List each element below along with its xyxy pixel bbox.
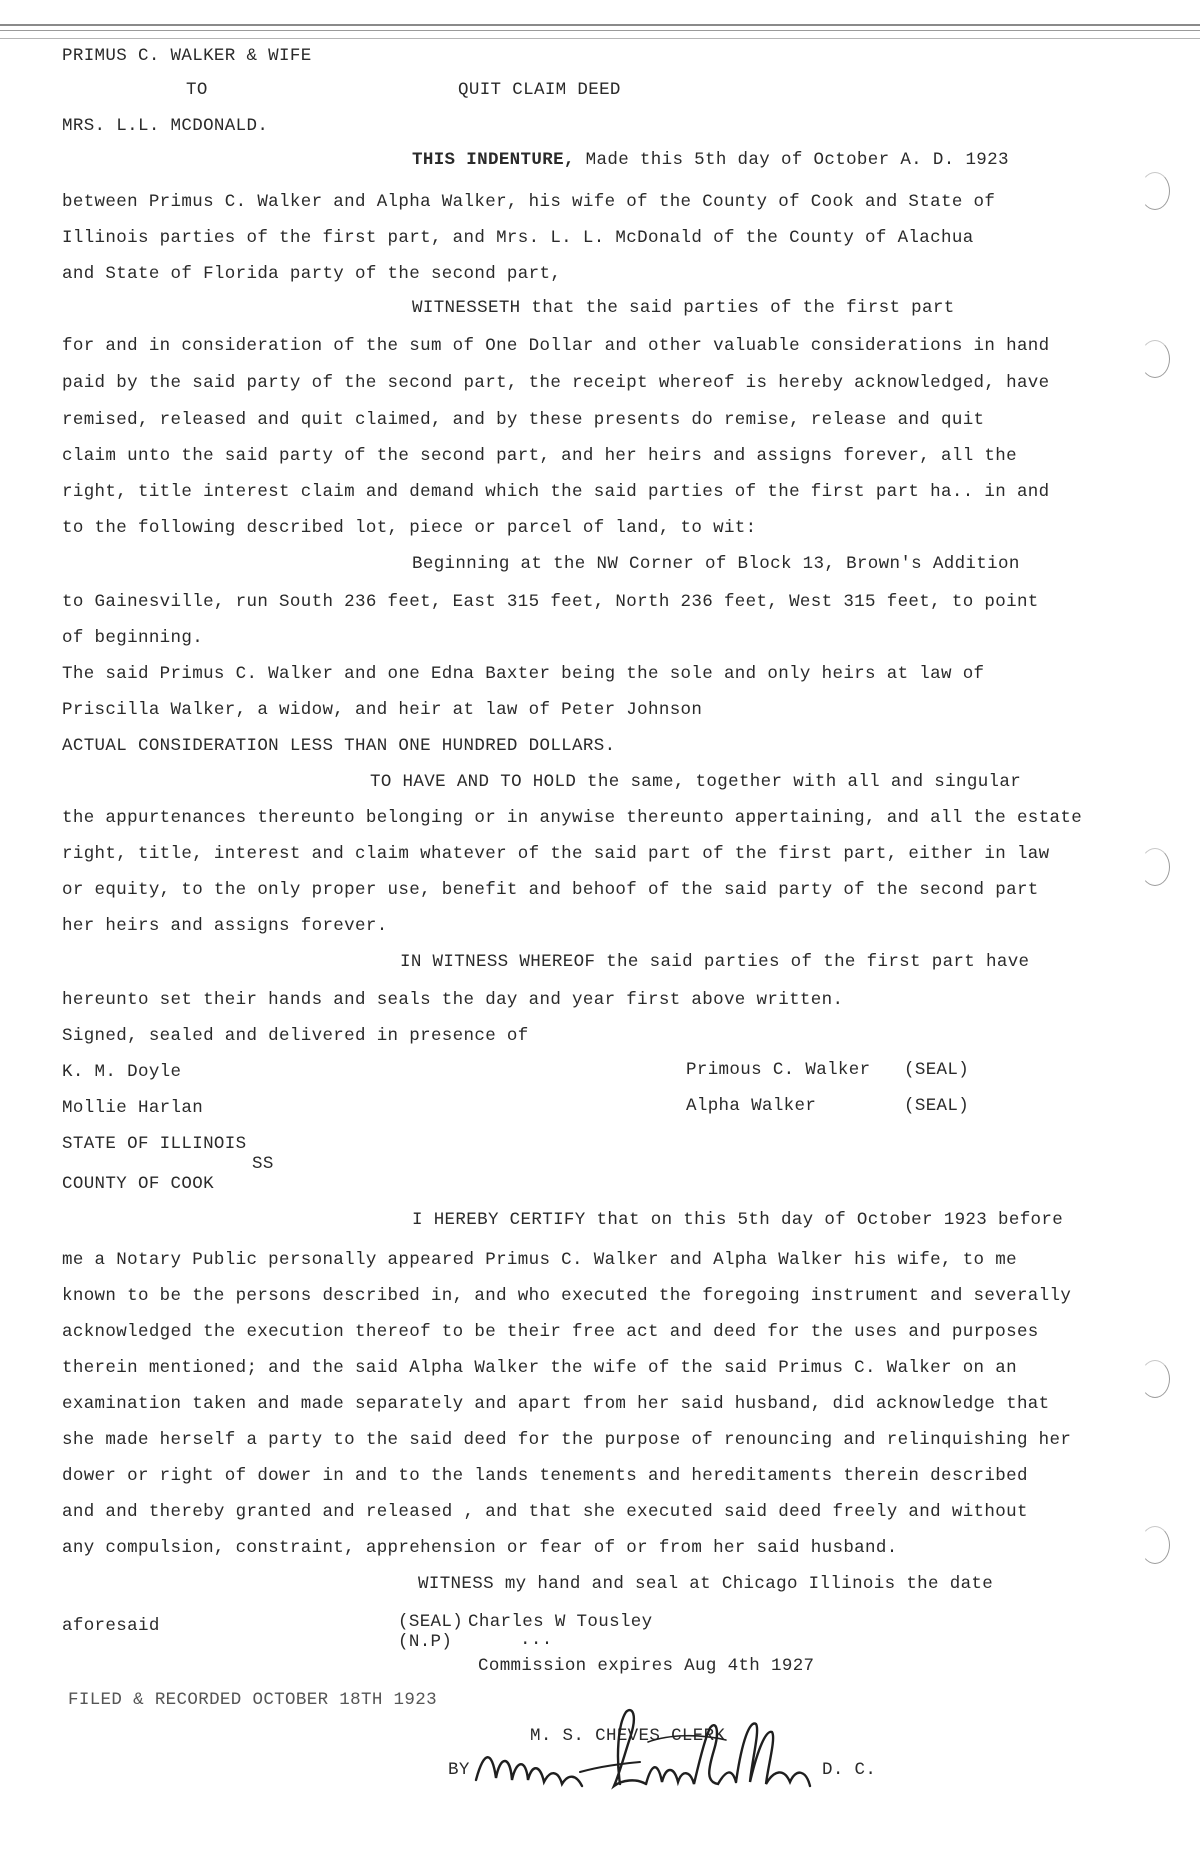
document-title: QUIT CLAIM DEED (458, 80, 621, 100)
seal-label: (SEAL) (904, 1096, 970, 1116)
property-description: Beginning at the NW Corner of Block 13, Brown's Addition (412, 554, 1020, 574)
body-line: IN WITNESS WHEREOF the said parties of the first part have (400, 952, 1030, 972)
property-description: of beginning. (62, 628, 204, 648)
body-line: Signed, sealed and delivered in presence of (62, 1026, 529, 1046)
body-line: The said Primus C. Walker and one Edna Baxter being the sole and only heirs at law of (62, 664, 985, 684)
notary-np-label: (N.P) (398, 1632, 453, 1652)
body-line: WITNESSETH that the said parties of the first part (412, 298, 955, 318)
signer-name: Alpha Walker (686, 1096, 817, 1116)
punch-hole-icon (1140, 1360, 1170, 1398)
to-label: TO (186, 80, 208, 100)
consideration-line: ACTUAL CONSIDERATION LESS THAN ONE HUNDRED DOLLARS. (62, 736, 616, 756)
indenture-lead: THIS INDENTURE, (412, 150, 575, 170)
certificate-line: she made herself a party to the said deed for the purpose of renouncing and relinquishing her (62, 1430, 1072, 1450)
certificate-line: therein mentioned; and the said Alpha Walker the wife of the said Primus C. Walker on an (62, 1358, 1017, 1378)
body-line: paid by the said party of the second part, the receipt whereof is hereby acknowledged, have (62, 373, 1050, 393)
venue-state: STATE OF ILLINOIS (62, 1134, 247, 1154)
witness-name: K. M. Doyle (62, 1062, 182, 1082)
punch-hole-icon (1140, 848, 1170, 886)
body-line: or equity, to the only proper use, benefit and behoof of the said party of the second part (62, 880, 1039, 900)
grantee-heading: MRS. L.L. MCDONALD. (62, 116, 269, 136)
top-rule (0, 24, 1200, 39)
witness-name: Mollie Harlan (62, 1098, 204, 1118)
body-line: for and in consideration of the sum of One Dollar and other valuable considerations in hand (62, 336, 1050, 356)
by-label: BY (448, 1760, 470, 1780)
body-line: between Primus C. Walker and Alpha Walker, his wife of the County of Cook and State of (62, 192, 996, 212)
indenture-line (412, 150, 1009, 170)
aforesaid-label: aforesaid (62, 1616, 160, 1636)
filed-recorded-stamp: FILED & RECORDED OCTOBER 18TH 1923 (68, 1690, 437, 1710)
certificate-line: I HEREBY CERTIFY that on this 5th day of October 1923 before (412, 1210, 1064, 1230)
clerk-name: M. S. CHEVES CLERK (530, 1726, 726, 1746)
property-description: to Gainesville, run South 236 feet, East 315 feet, North 236 feet, West 315 feet, to point (62, 592, 1039, 612)
deputy-signature-icon (470, 1700, 830, 1810)
certificate-line: dower or right of dower in and to the lands tenements and hereditaments therein described (62, 1466, 1028, 1486)
body-line: right, title interest claim and demand which the said parties of the first part ha.. in and (62, 482, 1050, 502)
body-line: Illinois parties of the first part, and Mrs. L. L. McDonald of the County of Alachua (62, 228, 974, 248)
certificate-line: me a Notary Public personally appeared Primus C. Walker and Alpha Walker his wife, to me (62, 1250, 1017, 1270)
commission-expiry: Commission expires Aug 4th 1927 (478, 1656, 815, 1676)
body-line: claim unto the said party of the second part, and her heirs and assigns forever, all the (62, 446, 1017, 466)
punch-hole-icon (1140, 340, 1170, 378)
certificate-line: and and thereby granted and released , and that she executed said deed freely and without (62, 1502, 1028, 1522)
body-line: right, title, interest and claim whatever of the said part of the first part, either in law (62, 844, 1050, 864)
certificate-line: any compulsion, constraint, apprehension or fear of or from her said husband. (62, 1538, 898, 1558)
punch-hole-icon (1140, 1526, 1170, 1564)
certificate-line: known to be the persons described in, and who executed the foregoing instrument and severally (62, 1286, 1072, 1306)
body-line: and State of Florida party of the second part, (62, 264, 562, 284)
body-line: her heirs and assigns forever. (62, 916, 388, 936)
body-line: hereunto set their hands and seals the day and year first above written. (62, 990, 844, 1010)
certificate-line: acknowledged the execution thereof to be their free act and deed for the uses and purposes (62, 1322, 1039, 1342)
punch-hole-icon (1140, 172, 1170, 210)
venue-ss: SS (252, 1154, 274, 1174)
body-line: TO HAVE AND TO HOLD the same, together with all and singular (370, 772, 1022, 792)
venue-county: COUNTY OF COOK (62, 1174, 214, 1194)
body-line: the appurtenances thereunto belonging or in anywise thereunto appertaining, and all the estate (62, 808, 1083, 828)
body-line: to the following described lot, piece or parcel of land, to wit: (62, 518, 757, 538)
seal-label: (SEAL) (904, 1060, 970, 1080)
body-line: remised, released and quit claimed, and by these presents do remise, release and quit (62, 410, 985, 430)
certificate-line: examination taken and made separately and apart from her said husband, did acknowledge that (62, 1394, 1050, 1414)
notary-dots: ... (520, 1630, 553, 1650)
indenture-date: Made this 5th day of October A. D. 1923 (574, 150, 1009, 170)
deputy-clerk-label: D. C. (822, 1760, 877, 1780)
notary-name: Charles W Tousley (468, 1612, 653, 1632)
grantors-heading: PRIMUS C. WALKER & WIFE (62, 46, 312, 66)
certificate-line: WITNESS my hand and seal at Chicago Illinois the date (418, 1574, 994, 1594)
signer-name: Primous C. Walker (686, 1060, 871, 1080)
body-line: Priscilla Walker, a widow, and heir at law of Peter Johnson (62, 700, 703, 720)
notary-seal-label: (SEAL) (398, 1612, 464, 1632)
